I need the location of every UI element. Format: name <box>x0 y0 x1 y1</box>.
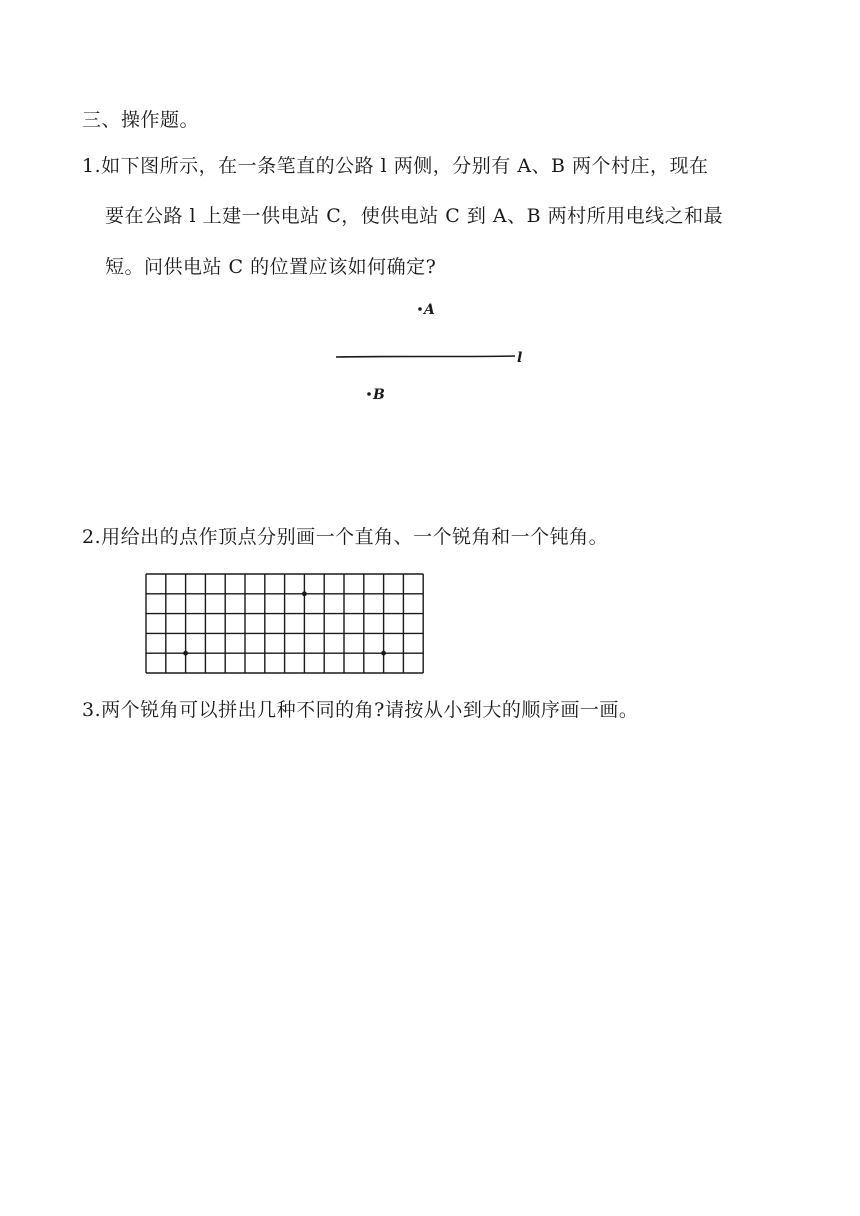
vertex-dot <box>381 651 386 656</box>
question-1-line-1: 1.如下图所示，在一条笔直的公路 l 两侧，分别有 A、B 两个村庄，现在 <box>82 155 709 177</box>
road-figure <box>330 295 540 410</box>
point-b-dot <box>367 392 371 396</box>
road-line <box>336 356 515 357</box>
vertex-dot <box>302 591 307 596</box>
dot-grid <box>145 573 425 673</box>
question-3-text: 3.两个锐角可以拼出几种不同的角?请按从小到大的顺序画一画。 <box>82 699 639 721</box>
question-2-text: 2.用给出的点作顶点分别画一个直角、一个锐角和一个钝角。 <box>82 526 609 548</box>
question-1-line-3: 短。问供电站 C 的位置应该如何确定? <box>105 256 437 278</box>
point-a-dot <box>418 307 422 311</box>
question-1-line-2: 要在公路 l 上建一供电站 C，使供电站 C 到 A、B 两村所用电线之和最 <box>105 205 724 227</box>
vertex-dot <box>183 651 188 656</box>
section-title: 三、操作题。 <box>82 109 200 131</box>
point-a-label: A <box>424 302 435 318</box>
point-b-label: B <box>373 387 385 403</box>
road-label: l <box>517 350 523 366</box>
